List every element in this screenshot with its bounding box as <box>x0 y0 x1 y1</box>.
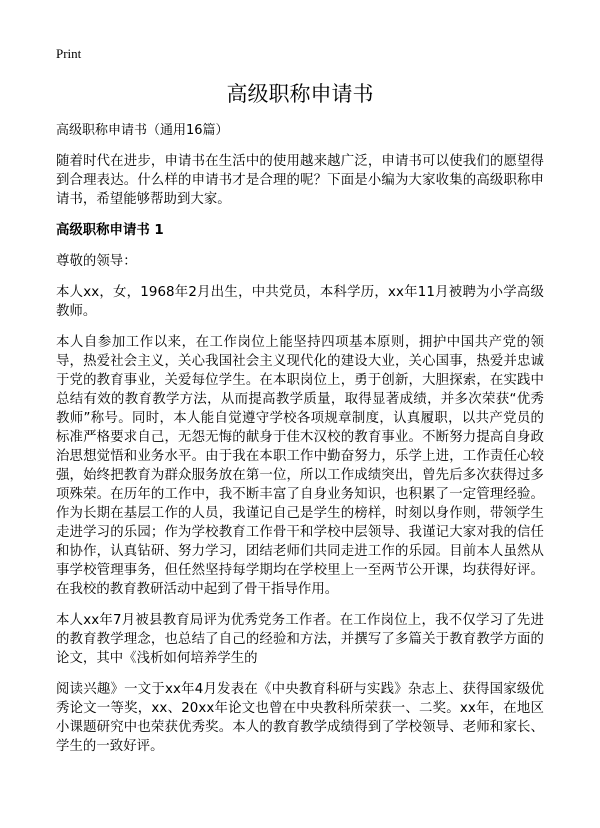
body-paragraph-3: 本人xx年7月被县教育局评为优秀党务工作者。在工作岗位上，我不仅学习了先进的教育教学理念，也总结了自己的经验和方法，并撰写了多篇关于教育教学方面的论文，其中《浅析如何培养学生的 <box>56 613 544 666</box>
print-label[interactable]: Print <box>56 46 82 61</box>
body-paragraph-1: 本人xx，女，1968年2月出生，中共党员，本科学历，xx年11月被聘为小学高级教师。 <box>56 285 544 319</box>
intro-paragraph: 随着时代在进步，申请书在生活中的使用越来越广泛，申请书可以使我们的愿望得到合理表达。什么样的申请书才是合理的呢？下面是小编为大家收集的高级职称申请书，希望能够帮助到大家。 <box>56 154 544 207</box>
salutation: 尊敬的领导： <box>56 254 137 269</box>
body-paragraph-4: 阅读兴趣》一文于xx年4月发表在《中央教育科研与实践》杂志上、获得国家级优秀论文一等奖，xx、20xx年论文也曾在中央教科所荣获一、二奖。xx年，在地区小课题研究中也荣获优秀奖。本人的教育教学成绩得到了学校领导、老师和家长、学生的一致好评。 <box>56 682 544 754</box>
document-subtitle: 高级职称申请书（通用16篇） <box>56 123 229 138</box>
body-paragraph-2: 本人自参加工作以来，在工作岗位上能坚持四项基本原则，拥护中国共产党的领导，热爱社会主义，关心我国社会主义现代化的建设大业，关心国事，热爱并忠诚于党的教育事业，关爱每位学生。在本职岗位上，勇于创新，大胆探索，在实践中总结有效的教育教学方法，从而提高教学质量，取得显著成绩，并多次荣获“优秀教师”称号。同时，本人能自觉遵守学校各项规章制度，认真履职，以共产党员的标准严格要求自己，无怨无悔的献身于佳木汉校的教育事业。不断努力提高自身政治思想觉悟和业务水平。由于我在本职工作中勤奋努力，乐学上进，工作责任心较强，始终把教育为群众服务放在第一位，所以工作成绩突出，曾先后多次获得过多项殊荣。在历年的工作中，我不断丰富了自身业务知识，也积累了一定管理经验。作为长期在基层工作的人员，我谨记自己是学生的榜样，时刻以身作则，带领学生走进学习的乐园；作为学校教育工作骨干和学校中层领导、我谨记大家对我的信任和协作，认真钻研、努力学习，团结老师们共同走进工作的乐园。目前本人虽然从事学校管理事务，但任然坚持每学期均在学校里上一至两节公开课，均获得好评。在我校的教育教研活动中起到了骨干指导作用。 <box>56 335 544 597</box>
section-heading: 高级职称申请书 1 <box>56 223 164 238</box>
document-title: 高级职称申请书 <box>226 82 374 106</box>
